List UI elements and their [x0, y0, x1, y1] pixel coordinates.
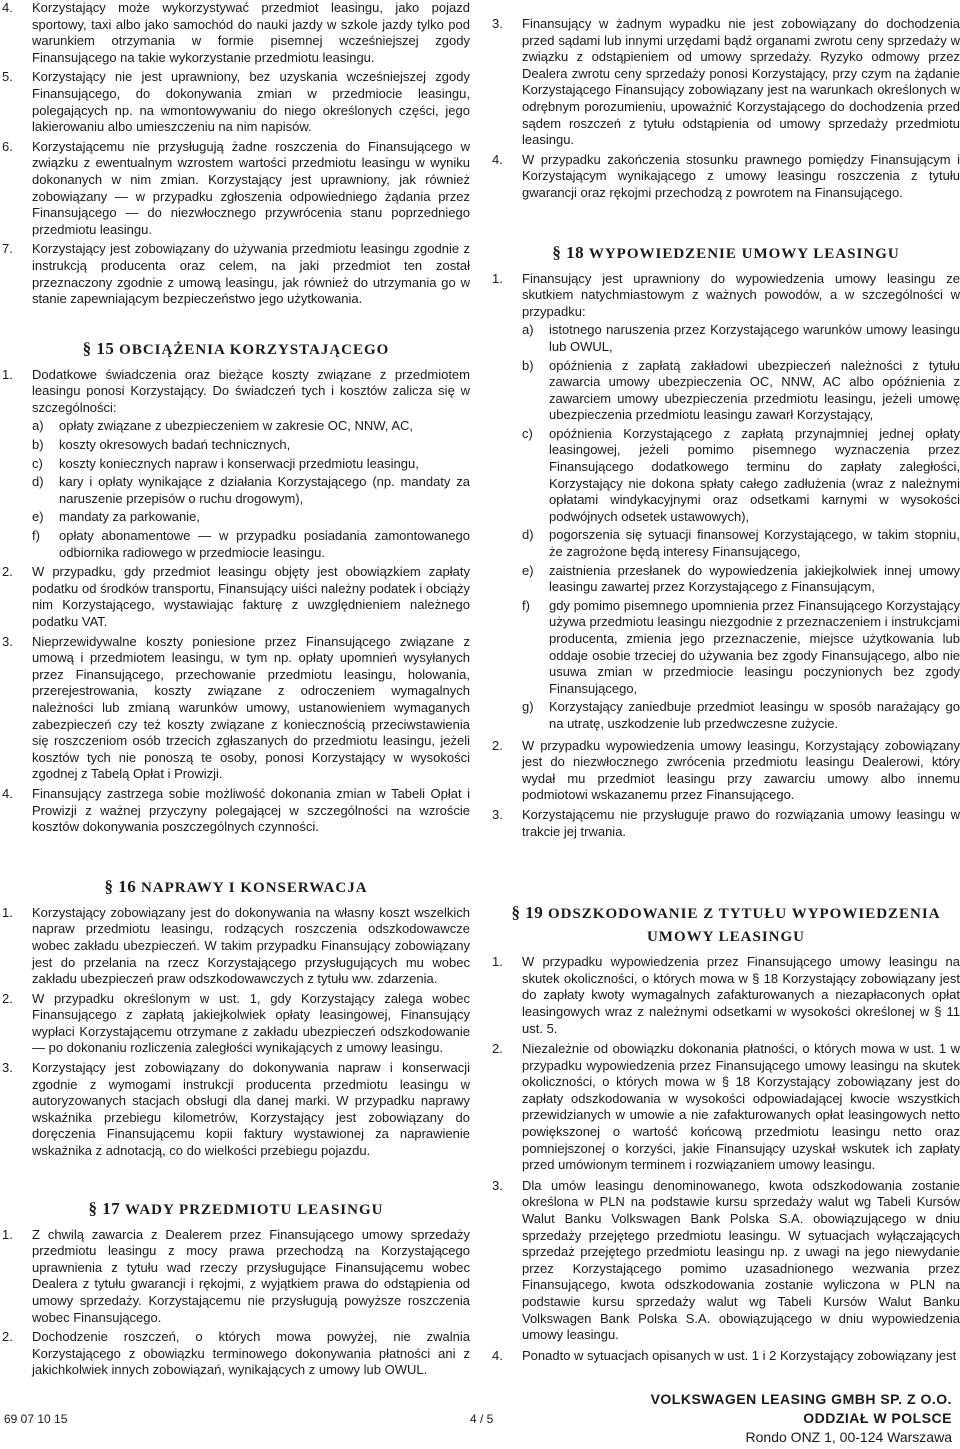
clause-text: Finansujący jest uprawniony do wypowiedzenia umowy leasingu ze skutkiem natychmiastowym z ważnych powodów, a w szczególności w przypadku: — [522, 270, 960, 319]
clause-body — [522, 954, 960, 1037]
clause-1 — [2, 905, 470, 988]
clause-text: Finansujący zastrzega sobie możliwość dokonania zmian w Tabeli Opłat i Prowizji z ważnej przyczyny polegającej w szczególności na wzroście kosztów dokonywania poszczególnych czynności. — [32, 785, 470, 835]
clause-body — [32, 367, 470, 562]
clause-body — [522, 1041, 960, 1174]
sub-item — [522, 563, 960, 596]
clause-body — [522, 807, 960, 840]
section-heading-19 — [492, 902, 960, 948]
clause-body — [32, 69, 470, 135]
clause-body — [522, 738, 960, 804]
clause-2 — [492, 1041, 960, 1174]
clause-body — [522, 1178, 960, 1344]
section-heading-16 — [2, 876, 470, 899]
clause-text: Dodatkowe świadczenia oraz bieżące koszty związane z przedmiotem leasingu ponosi Korzystający. Do świadczeń tych i kosztów zalicza się w szczególności: — [32, 366, 470, 415]
clause-body — [32, 1329, 470, 1379]
clause-2 — [2, 991, 470, 1057]
clause-text: Finansujący w żadnym wypadku nie jest zobowiązany do dochodzenia przed sądami lub innymi urzędami bądź organami zwrotu ceny sprzedaży w związku z odstąpieniem od umowy sprzedaży. Ryzyko odmowy przez Dealera zwrotu ceny sprzedaży ponosi Korzystający, przy czym na żądanie Korzystającego Finansujący zobowiązany jest na warunkach określonych w odrębnym porozumieniu, upoważnić Korzystającego do dochodzenia przed sądem roszczeń z tytułu odstąpienia od umowy sprzedaży przedmiotu leasingu. — [522, 16, 960, 148]
clause-body — [32, 1227, 470, 1327]
clause-body — [32, 905, 470, 988]
clause-5 — [2, 69, 470, 135]
company-footer — [651, 1390, 952, 1447]
sub-item — [522, 426, 960, 526]
clause-4 — [492, 152, 960, 202]
sub-item — [522, 358, 960, 424]
clause-body — [32, 0, 470, 66]
sub-item-letter: a) — [32, 418, 44, 434]
clause-text: W przypadku zakończenia stosunku prawnego pomiędzy Finansującym i Korzystającym wynikającego z umowy leasingu roszczenia z tytułu gwarancji oraz rękojmi przechodzą z powrotem na Finansującego. — [522, 151, 960, 200]
clause-body — [32, 634, 470, 783]
clause-2 — [492, 738, 960, 804]
clause-number: 4. — [492, 151, 503, 167]
sub-item-letter: d) — [32, 474, 44, 490]
clause-3 — [492, 807, 960, 840]
sub-item-text: gdy pomimo pisemnego upomnienia przez Finansującego Korzystający używa przedmiotu leasingu niezgodnie z przeznaczeniem i instrukcjami producenta, zmienia jego przeznaczenie, miejsce użytkowania lub oddaje osobie trzeciej do używania bez zgody Finansującego, albo nie usuwa zmian w przedmiocie leasingu poczynionych bez zgody Finansującego, — [549, 597, 960, 696]
clause-body — [32, 991, 470, 1057]
sub-item-letter: d) — [522, 527, 534, 543]
section-title: WYPOWIEDZENIE UMOWY LEASINGU — [588, 245, 900, 262]
sub-item-text: zaistnienia przesłanek do wypowiedzenia jakiejkolwiek innej umowy leasingu zawartej przez Korzystającego z Finansującym, — [549, 562, 960, 595]
section-number: § 16 — [104, 876, 137, 896]
section-number: § 18 — [552, 242, 585, 262]
section-heading-17 — [2, 1198, 470, 1221]
company-name: VOLKSWAGEN LEASING GMBH SP. Z O.O. — [650, 1391, 952, 1407]
section-number: § 17 — [88, 1198, 121, 1218]
page-number: 4 / 5 — [470, 1412, 494, 1426]
section-heading-15 — [2, 338, 470, 361]
clause-text: Korzystający jest zobowiązany do dokonywania napraw i konserwacji zgodnie z wymogami instrukcji producenta przedmiotu leasingu w autoryzowanych stacjach obsługi dla danej marki. W przypadku naprawy wskaźnika przebiegu kilometrów, Korzystający jest zobowiązany do doręczenia Finansującemu kopii faktury wystawionej za naprawienie wskaźnika z adnotacją, co do wielkości przebiegu pojazdu. — [32, 1060, 470, 1159]
sub-item-text: opóźnienia z zapłatą zakładowi ubezpieczeń należności z tytułu zawarcia umowy ubezpieczenia OC, NNW, AC albo opóźnienia z zawarciem umowy ubezpieczenia przedmiotu leasingu, jeżeli umowę ubezpieczenia przedmiotu leasingu zawarł Korzystający, — [549, 357, 960, 423]
section-title: OBCIĄŻENIA KORZYSTAJĄCEGO — [119, 341, 390, 358]
sub-item — [32, 474, 470, 507]
sub-item-letter: e) — [32, 509, 44, 525]
clause-text: Korzystający nie jest uprawniony, bez uzyskania wcześniejszej zgody Finansującego, do dokonywania zmian w przedmiocie leasingu, polegających np. na wmontowywaniu do niego określonych części, jego lakierowaniu albo umieszczeniu na nim napisów. — [32, 69, 470, 135]
clause-body — [522, 152, 960, 202]
section-title: NAPRAWY I KONSERWACJA — [140, 879, 368, 896]
section-title: ODSZKODOWANIE Z TYTUŁU WYPOWIEDZENIA UMOWY LEASINGU — [547, 906, 941, 946]
clause-body — [522, 16, 960, 149]
sub-item-letter: c) — [32, 455, 43, 471]
sub-item-text: opłaty związane z ubezpieczeniem w zakresie OC, NNW, AC, — [59, 418, 414, 434]
clause-body — [522, 1348, 960, 1365]
clause-7 — [2, 241, 470, 307]
sub-item-letter: f) — [32, 528, 40, 544]
clause-number: 1. — [492, 270, 503, 286]
clause-body — [522, 271, 960, 733]
clause-text: Z chwilą zawarcia z Dealerem przez Finansującego umowy sprzedaży przedmiotu leasingu z mocy prawa przechodzą na Korzystającego uprawnienia z tytułu wad rzeczy przysługujące Finansującemu wobec Dealera z tytułu gwarancji i rękojmi, z wyjątkiem prawa do odstąpienia od umowy sprzedaży. Korzystającemu nie przysługują powyższe roszczenia wobec Finansującego. — [32, 1226, 470, 1325]
clause-3 — [492, 16, 960, 149]
clause-number: 1. — [2, 904, 13, 920]
sub-item — [522, 699, 960, 732]
clause-3 — [2, 634, 470, 783]
clause-number: 5. — [2, 69, 13, 85]
clause-number: 1. — [2, 1226, 13, 1242]
clause-text: Nieprzewidywalne koszty poniesione przez Finansującego związane z umową i przedmiotem leasingu, w tym np. opłaty upomnień wysyłanych przez Finansującego, przechowanie przedmiotu leasingu, holowania, przerejestrowania, koszty związane z odroczeniem wymagalnych należności lub zmianą warunków umowy, ustanowieniem wymaganych zabezpieczeń czy też koszty związane z koniecznością przeciwstawienia się roszczeniom osób trzecich zgłaszanych do przedmiotu leasingu, jeżeli kosztów tych nie ponoszą te osoby, ponosi Korzystający w wysokości zgodnej z Tabelą Opłat i Prowizji. — [32, 633, 470, 782]
clause-number: 3. — [492, 1177, 503, 1193]
clause-3 — [2, 1060, 470, 1160]
sub-item — [522, 322, 960, 355]
clause-text: W przypadku wypowiedzenia przez Finansującego umowy leasingu na skutek okoliczności, o których mowa w § 18 Korzystający zobowiązany jest do zapłaty kwoty wymagalnych zafakturowanych a niezapłaconych opłat leasingowych wraz z należnymi odsetkami w wysokości określonej w § 11 ust. 5. — [522, 954, 960, 1036]
clause-body — [32, 139, 470, 239]
clause-body — [32, 786, 470, 836]
clause-6 — [2, 139, 470, 239]
clause-body — [32, 564, 470, 630]
sub-item — [32, 509, 470, 526]
clause-text: W przypadku, gdy przedmiot leasingu objęty jest obowiązkiem zapłaty podatku od środków transportu, Finansujący uiści należny podatek i obciąży nim Korzystającego, wystawiając fakturę z uwzględnieniem należnego podatku VAT. — [32, 564, 470, 629]
clause-2 — [2, 1329, 470, 1379]
clause-number: 4. — [2, 785, 13, 801]
clause-text: W przypadku wypowiedzenia umowy leasingu, Korzystający zobowiązany jest do niezwłocznego zwrócenia przedmiotu leasingu Dealerowi, który wydał mu przedmiot leasingu przy zawarciu umowy albo innemu podmiotowi wskazanemu przez Finansującego. — [522, 737, 960, 803]
clause-4 — [492, 1348, 960, 1365]
clause-number: 4. — [492, 1347, 503, 1363]
clause-text: W przypadku określonym w ust. 1, gdy Korzystający zalega wobec Finansującego z zapłatą jakiejkolwiek opłaty leasingowej, Finansujący wypłaci Korzystającemu otrzymane z zakładu ubezpieczeń odszkodowanie — po dokonaniu rozliczenia zaległości wynikających z umowy leasingu. — [32, 990, 470, 1056]
sub-item-text: mandaty za parkowanie, — [59, 509, 200, 525]
sub-item — [32, 418, 470, 435]
section-number: § 19 — [511, 903, 544, 923]
clause-number: 3. — [492, 806, 503, 822]
clause-number: 3. — [492, 16, 503, 31]
section-heading-18 — [492, 242, 960, 265]
sub-item-text: opłaty abonamentowe — w przypadku posiadania zamontowanego odbiornika radiowego w przedmiocie leasingu. — [59, 528, 470, 560]
clause-4 — [2, 786, 470, 836]
clause-number: 2. — [492, 737, 503, 753]
clause-number: 2. — [492, 1041, 503, 1057]
sub-item — [522, 598, 960, 698]
sub-item-text: koszty koniecznych napraw i konserwacji przedmiotu leasingu, — [59, 455, 419, 471]
section-title: WADY PRZEDMIOTU LEASINGU — [125, 1201, 384, 1218]
clause-3 — [492, 1178, 960, 1344]
clause-text: Korzystający zobowiązany jest do dokonywania na własny koszt wszelkich napraw przedmiotu leasingu, rodzących roszczenia odszkodowawcze wobec zakładu ubezpieczeń. W takim przypadku Finansujący zobowiązany jest do przelania na rzecz Korzystającego przysługujących mu wobec zakładu ubezpieczeń praw odszkodowawczych z tytułu ww. zdarzenia. — [32, 904, 470, 987]
sub-item-text: kary i opłaty wynikające z działania Korzystającego (np. mandaty za naruszenie przepisów o ruchu drogowym), — [59, 474, 470, 506]
sub-item — [32, 456, 470, 473]
clause-number: 3. — [2, 633, 13, 649]
sub-item-letter: a) — [522, 322, 534, 338]
sub-item-text: koszty okresowych badań technicznych, — [59, 437, 291, 453]
sub-item-letter: c) — [522, 425, 533, 441]
sub-item-letter: b) — [32, 437, 44, 453]
clause-text: Dla umów leasingu denominowanego, kwota odszkodowania zostanie określona w PLN na podstawie kursu sprzedaży walut wg Tabeli Kursów Walut Banku Volkswagen Bank Polska S.A. obowiązującego w dniu sprzedaży przejętego przedmiotu leasingu. W sytuacjach wyłączających sprzedaż przejętego przedmiotu leasingu np. z uwagi na jego niewydanie przez Korzystającego pomimo uzasadnionego wezwania przez Finansującego, kwota odszkodowania zostanie wyliczona w PLN na podstawie kursu sprzedaży walut wg Tabeli Kursów Walut Banku Volkswagen Bank Polska S.A. obowiązującego w dniu wypowiedzenia umowy leasingu. — [522, 1177, 960, 1343]
clause-1 — [492, 271, 960, 733]
clause-1 — [2, 1227, 470, 1327]
clause-text: Korzystający może wykorzystywać przedmiot leasingu, jako pojazd sportowy, taxi albo jako samochód do nauki jazdy w szkole jazdy tylko pod warunkiem otrzymania w formie pisemnej wcześniejszej zgody Finansującego na takie wykorzystanie przedmiotu leasingu. — [32, 0, 470, 65]
company-branch: ODDZIAŁ W POLSCE — [803, 1410, 952, 1426]
clause-4 — [2, 0, 470, 66]
clause-2 — [2, 564, 470, 630]
company-address: Rondo ONZ 1, 00-124 Warszawa — [745, 1429, 952, 1445]
sub-item-text: opóźnienia Korzystającego z zapłatą przynajmniej jednej opłaty leasingowej, jeżeli pomimo pisemnego wyznaczenia przez Finansującego dodatkowego terminu do zapłaty zaległości, Korzystający nie dokona spłaty całego zadłużenia (wraz z należnymi opłatami windykacyjnymi oraz odsetkami karnymi w wysokości podwójnych odsetek ustawowych), — [549, 425, 960, 524]
clause-body — [32, 1060, 470, 1160]
document-code: 69 07 10 15 — [4, 1412, 68, 1426]
sub-item — [522, 527, 960, 560]
sub-item — [32, 437, 470, 454]
clause-text: Niezależnie od obowiązku dokonania płatności, o których mowa w ust. 1 w przypadku wypowiedzenia przez Finansującego umowy leasingu na skutek okoliczności, o których mowa w § 18 Korzystający zobowiązany jest do zapłaty odszkodowania w wysokości odpowiadającej kwocie wszystkich przewidzianych w umowie a nie zafakturowanych opłat leasingowych netto powiększonej o wartość końcową przedmiotu leasingu netto oraz pomniejszonej o korzyści, jakie Finansujący uzyskał wskutek ich zapłaty przed umówionym terminem i rozwiązaniem umowy leasingu. — [522, 1041, 960, 1173]
sub-item — [32, 528, 470, 561]
right-column — [492, 0, 960, 1364]
clause-text: Korzystający jest zobowiązany do używania przedmiotu leasingu zgodnie z instrukcją producenta oraz celem, na jaki przedmiot ten został przeznaczony zgodnie z umową leasingu, jak również do utrzymania go w stanie zapewniającym bezpieczeństwo jego użytkowania. — [32, 241, 470, 307]
clause-number: 7. — [2, 241, 13, 257]
clause-number: 6. — [2, 138, 13, 154]
clause-text: Ponadto w sytuacjach opisanych w ust. 1 i 2 Korzystający zobowiązany jest — [522, 1347, 957, 1363]
clause-1 — [492, 954, 960, 1037]
clause-body — [32, 241, 470, 307]
section-number: § 15 — [82, 338, 115, 358]
clause-text: Dochodzenie roszczeń, o których mowa powyżej, nie zwalnia Korzystającego z obowiązku terminowego dokonywania płatności ani z jakichkolwiek innych zobowiązań, wynikających z umowy lub OWUL. — [32, 1329, 470, 1378]
clause-number: 4. — [2, 0, 13, 15]
clause-text: Korzystającemu nie przysługuje prawo do rozwiązania umowy leasingu w trakcie jej trwania. — [522, 806, 960, 839]
clause-number: 1. — [2, 366, 13, 382]
sub-item-letter: e) — [522, 562, 534, 578]
left-column — [0, 0, 470, 1379]
sub-item-letter: f) — [522, 597, 530, 613]
clause-number: 2. — [2, 990, 13, 1006]
sub-item-letter: g) — [522, 699, 534, 715]
clause-number: 2. — [2, 564, 13, 580]
clause-number: 1. — [492, 954, 503, 970]
sub-item-text: pogorszenia się sytuacji finansowej Korzystającego, w takim stopniu, że zagrożone będą interesy Finansującego, — [549, 527, 960, 560]
sub-item-letter: b) — [522, 357, 534, 373]
clause-number: 2. — [2, 1329, 13, 1345]
clause-1 — [2, 367, 470, 562]
clause-text: Korzystającemu nie przysługują żadne roszczenia do Finansującego w związku z ewentualnym wzrostem wartości przedmiotu leasingu w wyniku dokonanych w nim zmian. Korzystający jest uprawniony, jak również zobowiązany — w przypadku zgłoszenia odpowiedniego żądania przez Finansującego — do niezwłocznego przywrócenia stanu poprzedniego przedmiotu leasingu. — [32, 138, 470, 237]
sub-item-text: istotnego naruszenia przez Korzystającego warunków umowy leasingu lub OWUL, — [549, 322, 960, 354]
sub-item-text: Korzystający zaniedbuje przedmiot leasingu w sposób narażający go na utratę, uszkodzenie lub przedwczesne zużycie. — [549, 699, 960, 731]
clause-number: 3. — [2, 1060, 13, 1076]
